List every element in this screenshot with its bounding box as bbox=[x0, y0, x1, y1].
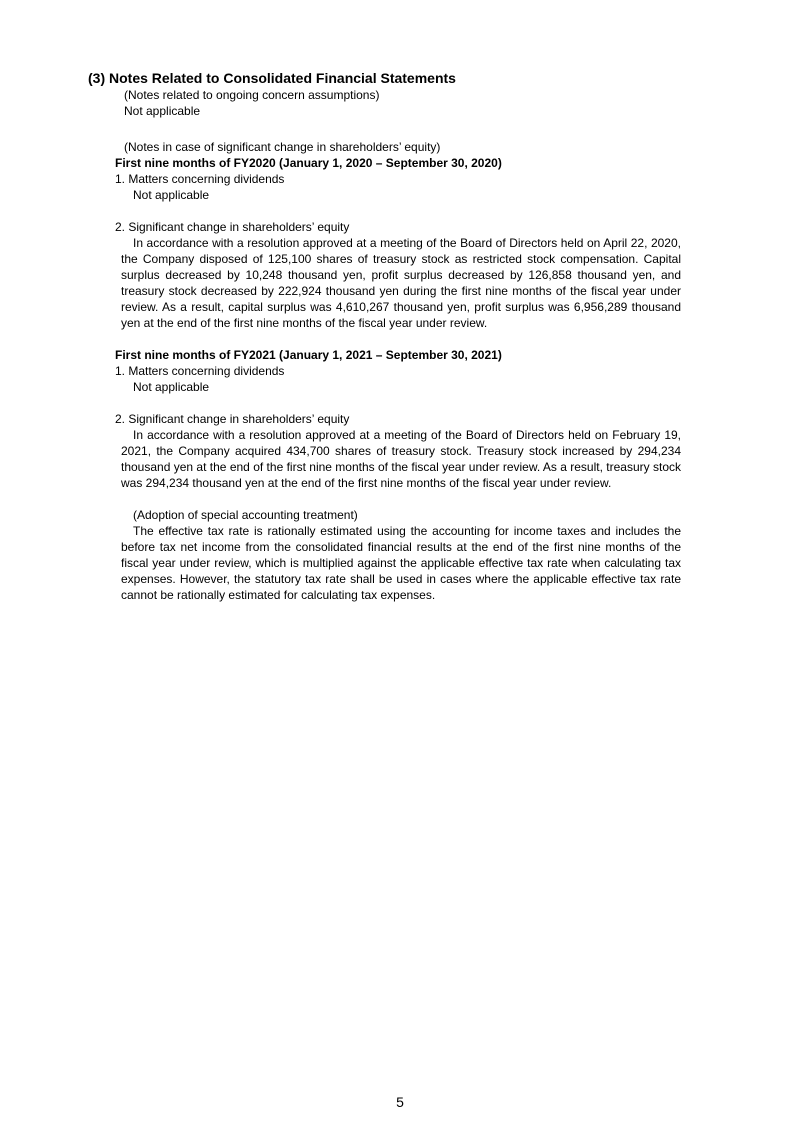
fy2020-equity-change-label: 2. Significant change in shareholders’ equity bbox=[115, 220, 350, 234]
section-title: (3) Notes Related to Consolidated Financial Statements bbox=[88, 70, 456, 86]
fy2020-period-title: First nine months of FY2020 (January 1, 2020 – September 30, 2020) bbox=[115, 156, 502, 170]
fy2021-equity-change-label: 2. Significant change in shareholders’ equity bbox=[115, 412, 350, 426]
page-number: 5 bbox=[396, 1094, 404, 1110]
fy2021-dividends-label: 1. Matters concerning dividends bbox=[115, 364, 285, 378]
fy2020-equity-change-text: In accordance with a resolution approved at a meeting of the Board of Directors held on April 22, 2020, the Company disposed of 125,100 shares of treasury stock as restricted stock compensation. Capital surplus decreased by 10,248 thousand yen, profit surplus decreased by 126,858 thousand yen, and treasury stock decreased by 222,924 thousand yen during the first nine months of the fiscal year under review. As a result, capital surplus was 4,610,267 thousand yen, profit surplus was 6,956,289 thousand yen at the end of the first nine months of the fiscal year under review. bbox=[121, 236, 681, 330]
going-concern-value: Not applicable bbox=[124, 104, 201, 118]
equity-change-heading: (Notes in case of significant change in shareholders’ equity) bbox=[124, 140, 441, 154]
special-accounting-text: The effective tax rate is rationally estimated using the accounting for income taxes and includes the before tax net income from the consolidated financial results at the end of the first nine months of the fiscal year under review, which is multiplied against the applicable effective tax rate when calculating tax expenses. However, the statutory tax rate shall be used in cases where the applicable effective tax rate cannot be rationally estimated for calculating tax expenses. bbox=[121, 524, 681, 602]
going-concern-heading: (Notes related to ongoing concern assumptions) bbox=[124, 88, 380, 102]
fy2020-dividends-label: 1. Matters concerning dividends bbox=[115, 172, 285, 186]
special-accounting-heading: (Adoption of special accounting treatment) bbox=[133, 508, 358, 522]
fy2020-dividends-value: Not applicable bbox=[133, 188, 210, 202]
fy2021-equity-change-text: In accordance with a resolution approved at a meeting of the Board of Directors held on February 19, 2021, the Company acquired 434,700 shares of treasury stock. Treasury stock increased by 294,234 thousand yen at the end of the first nine months of the fiscal year under review. As a result, treasury stock was 294,234 thousand yen at the end of the first nine months of the fiscal year under review. bbox=[121, 428, 681, 490]
fy2021-dividends-value: Not applicable bbox=[133, 380, 210, 394]
fy2021-period-title: First nine months of FY2021 (January 1, 2021 – September 30, 2021) bbox=[115, 348, 502, 362]
